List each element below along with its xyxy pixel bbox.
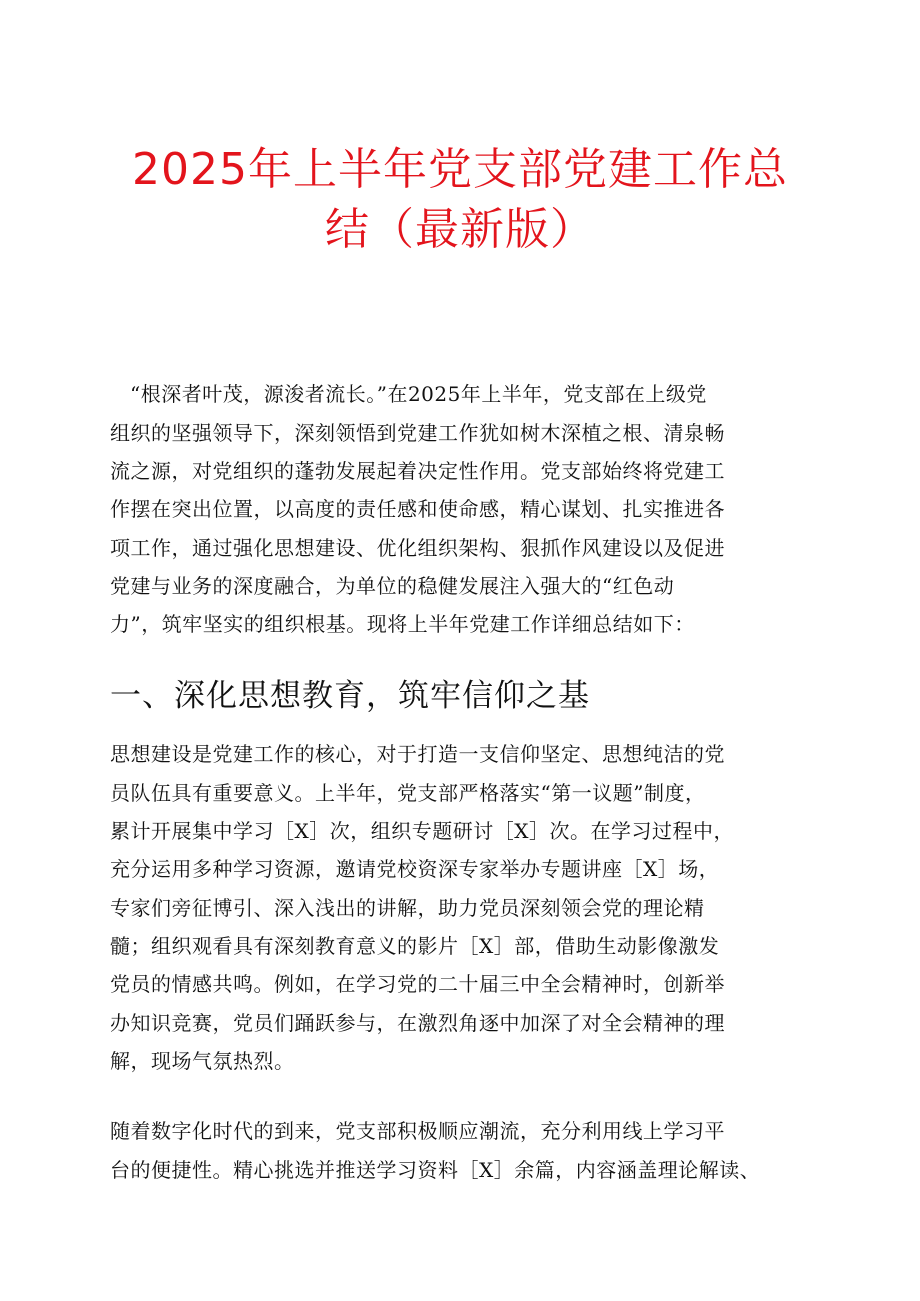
body-line: 思想建设是党建工作的核心，对于打造一支信仰坚定、思想纯洁的党 [110,742,725,766]
document-title [0,140,920,260]
body-line: 累计开展集中学习［X］次，组织专题研讨［X］次。在学习过程中， [110,819,734,843]
intro-line: “根深者叶茂，源浚者流长。”在2025年上半年，党支部在上级党 [130,382,707,406]
body-line: 解，现场气氛热烈。 [110,1049,295,1073]
intro-line: 组织的坚强领导下，深刻领悟到党建工作犹如树木深植之根、清泉畅 [110,421,725,445]
intro-line: 党建与业务的深度融合，为单位的稳健发展注入强大的“红色动 [110,574,675,598]
section-heading: 一、深化思想教育，筑牢信仰之基 [110,678,590,714]
body-line: 专家们旁征博引、深入浅出的讲解，助力党员深刻领会党的理论精 [110,896,705,920]
body-line: 办知识竞赛，党员们踊跃参与，在激烈角逐中加深了对全会精神的理 [110,1011,725,1035]
body-line: 髓；组织观看具有深刻教育意义的影片［X］部，借助生动影像激发 [110,934,720,958]
intro-line: 力”，筑牢坚实的组织根基。现将上半年党建工作详细总结如下： [110,612,695,636]
title-line-2: 结（最新版） [325,204,595,255]
body-line: 随着数字化时代的到来，党支部积极顺应潮流，充分利用线上学习平 [110,1119,725,1143]
body-line: 党员的情感共鸣。例如，在学习党的二十届三中全会精神时，创新举 [110,972,725,996]
intro-line: 流之源，对党组织的蓬勃发展起着决定性作用。党支部始终将党建工 [110,459,725,483]
intro-line: 项工作，通过强化思想建设、优化组织架构、狠抓作风建设以及促进 [110,536,725,560]
intro-line: 作摆在突出位置，以高度的责任感和使命感，精心谋划、扎实推进各 [110,497,725,521]
body-line: 员队伍具有重要意义。上半年，党支部严格落实“第一议题”制度， [110,781,706,805]
title-line-1: 2025年上半年党支部党建工作总 [132,144,788,195]
body-line: 充分运用多种学习资源，邀请党校资深专家举办专题讲座［X］场， [110,857,720,881]
body-line: 台的便捷性。精心挑选并推送学习资料［X］余篇，内容涵盖理论解读、 [110,1158,761,1182]
